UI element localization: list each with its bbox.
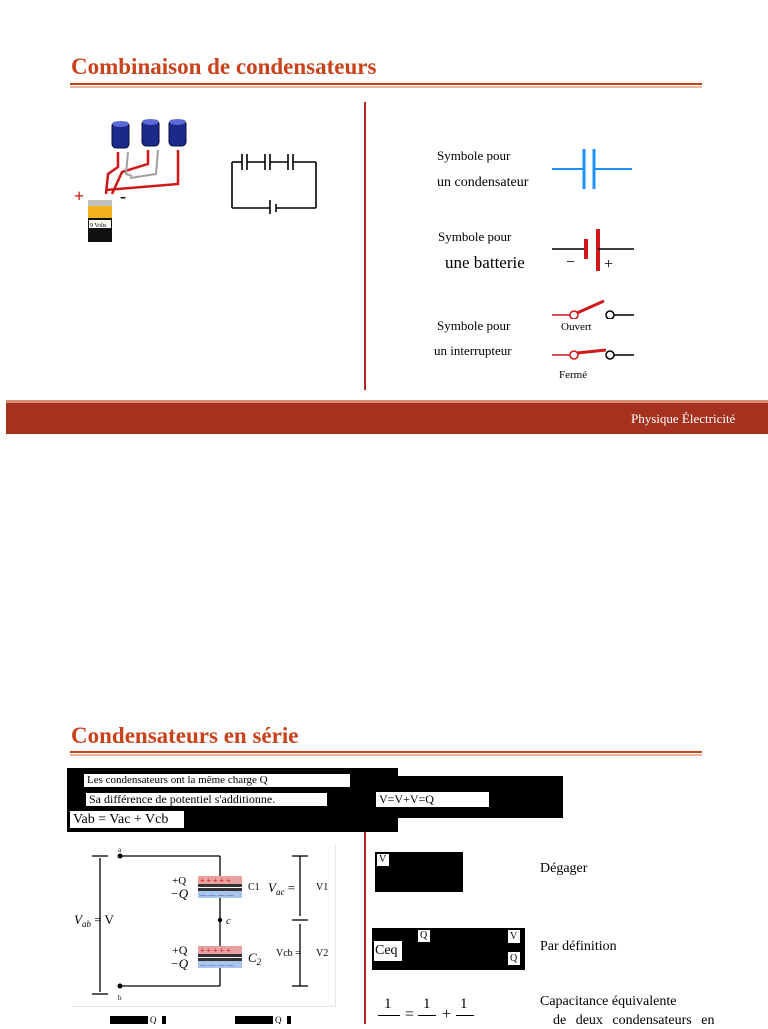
step2-box-v: V <box>508 930 520 943</box>
capacitor-can-3 <box>169 119 186 146</box>
node-c-label: c <box>226 915 231 927</box>
c1-negative-charges: — — — — <box>200 891 234 899</box>
bottom-box-right-q: Q <box>273 1016 287 1024</box>
c2-minus-q: −Q <box>170 956 189 971</box>
step2-box-q2: Q <box>508 952 520 965</box>
step1-box-label: V <box>377 854 389 866</box>
slide2-title-rule-shadow <box>70 754 702 756</box>
battery-symbol-plus: + <box>604 256 614 273</box>
battery-symbol-icon <box>550 227 638 275</box>
slide1-footer-text: Physique Électricité <box>631 411 736 426</box>
step2-box-ceq: Ceq <box>374 941 402 961</box>
series-diagram-svg <box>72 844 335 1006</box>
battery-9v-icon <box>88 200 112 242</box>
banner-right-equation: V=V+V=Q <box>376 792 489 807</box>
node-b-label: b <box>118 994 122 1002</box>
node-a-label: a <box>118 846 122 854</box>
vcb-label: Vcb = <box>276 948 301 959</box>
switch-symbol-label-1: Symbole pour <box>437 318 511 333</box>
step3-text-line2: de deux condensateurs en <box>553 1013 715 1028</box>
c1-positive-charges: + + + + + <box>200 876 231 885</box>
equivalent-capacitance-formula: 1 1 1 = + <box>374 996 484 1024</box>
symbol-legend <box>432 145 644 383</box>
banner-line-vab: Vab = Vac + Vcb <box>70 811 184 828</box>
battery-symbol-minus: − <box>566 254 576 271</box>
capacitor-can-1 <box>112 121 129 148</box>
series-circuit-schematic <box>228 150 320 214</box>
c2-label: $C_2$ <box>248 950 262 967</box>
battery-symbol-label-2: une batterie <box>445 253 525 272</box>
vac-label: $V_{ac}$ = <box>268 880 296 897</box>
switch-closed-label: Fermé <box>559 369 588 381</box>
fraction-numerator-3: 1 <box>460 996 468 1012</box>
battery-label: 9 Volts <box>90 223 107 229</box>
battery-capacitor-photo <box>70 112 200 252</box>
battery-minus-sign: - <box>120 186 126 206</box>
series-capacitor-diagram <box>72 844 336 1007</box>
v2-label: V2 <box>316 948 329 959</box>
fraction-numerator-2: 1 <box>423 996 431 1012</box>
step1-text: Dégager <box>540 861 588 876</box>
switch-open-icon <box>550 295 636 319</box>
step2-text: Par définition <box>540 939 617 954</box>
slide1-vertical-divider <box>364 102 366 390</box>
c2-negative-charges: — — — — <box>200 961 234 969</box>
c2-plus-q: +Q <box>172 943 188 957</box>
capacitor-symbol-label-2: un condensateur <box>437 175 529 190</box>
slide2-title: Condensateurs en série <box>71 723 299 748</box>
slide2-title-rule <box>70 751 702 753</box>
series-capacitor-circuit <box>228 150 320 214</box>
slide1-title-rule-shadow <box>70 86 702 88</box>
battery-plus-sign: + <box>74 186 85 206</box>
slide1-title-rule <box>70 83 702 85</box>
capacitor-symbol-icon <box>550 147 634 191</box>
battery-capacitor-illustration <box>70 112 200 252</box>
slide1-title: Combinaison de condensateurs <box>71 54 377 79</box>
v1-label: V1 <box>316 882 329 893</box>
switch-closed-icon <box>550 343 636 363</box>
c1-plus-q: +Q <box>172 875 187 887</box>
banner-line-charge: Les condensateurs ont la même charge Q <box>84 774 350 787</box>
c1-minus-q: −Q <box>170 886 189 901</box>
banner-line-potential: Sa différence de potentiel s'additionne. <box>86 793 327 806</box>
battery-symbol-label-1: Symbole pour <box>438 229 512 244</box>
step2-box-q: Q <box>418 930 430 942</box>
step3-text-line1: Capacitance équivalente <box>540 994 677 1009</box>
switch-open-label: Ouvert <box>561 321 592 333</box>
slide2-vertical-divider <box>364 832 366 1024</box>
c1-label: C1 <box>248 882 260 893</box>
capacitor-symbol-label-1: Symbole pour <box>437 148 511 163</box>
switch-symbol-label-2: un interrupteur <box>434 343 512 358</box>
bottom-box-left-q: Q <box>148 1016 162 1024</box>
vab-label: $V_{ab} = V$ <box>74 912 114 929</box>
capacitor-can-2 <box>142 119 159 146</box>
fraction-numerator-1: 1 <box>384 996 392 1012</box>
c2-positive-charges: + + + + + <box>200 946 231 955</box>
